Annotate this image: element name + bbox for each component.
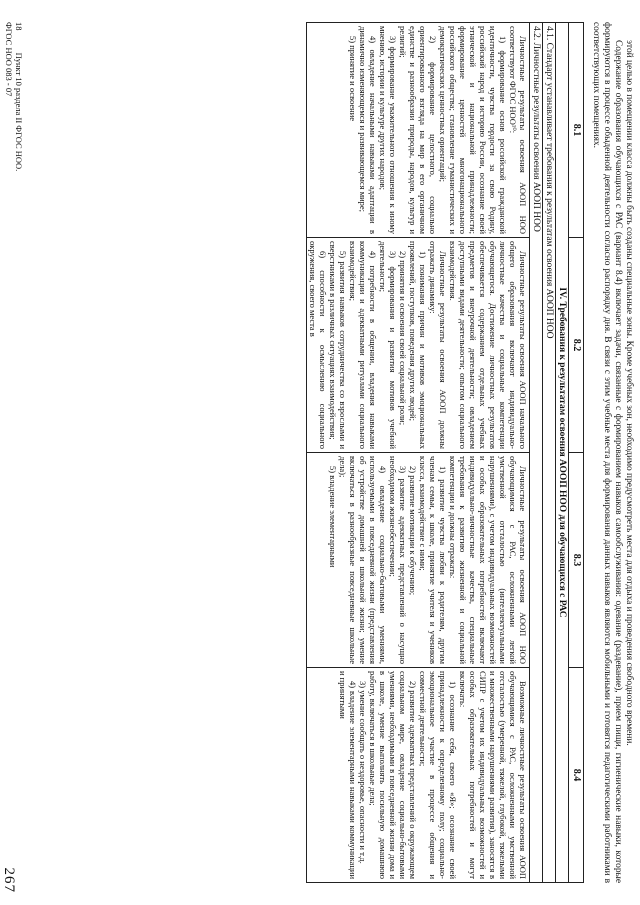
intro-paragraph-2: Содержание образования обучающихся с РАС (вариант 8.4) включает задачи, связанные с формированием навыков самообслуживания: одевание (раздевание), прием пищи, гигиенические навыки, которые формируются в процессе обыденной деятельности согласно распорядку дня. В связи с этим учебные места для формирования данных навыков являются мобильными и готовятся педагогическими работниками в соответствующих помещениях. [591, 22, 623, 883]
cell-8-2-text: 3) формирования и развития мотивов учебной деятельности; [378, 241, 398, 449]
cell-8-3-text: Личностные результаты освоения АООП НОО обучающимися с РАС, осложненными легкой умственной отсталостью (интеллектуальными нарушениями), с учетом индивидуальных возможностей и особых образовательных потребностей включают индивидуально-личностные качества, специальные требования к развитию жизненной и социальной компетенции и должны отражать: [448, 456, 528, 664]
cell-8-2 [307, 238, 530, 453]
cell-8-3-text: 2) развитие мотивации к обучению; [408, 466, 418, 596]
requirements-table [306, 22, 584, 883]
cell-8-4-text: 2) развитие адекватных представлений о окружающем социальном мире, овладение социально-бытовыми умениями, необходимыми в повседневной жизни дома и в школе, умение выполнять посильную домашнюю работу, включаться в школьные дела; [368, 671, 418, 879]
cell-8-4-text: 4) владение элементарными навыками коммуникации и принятыми [338, 671, 358, 879]
cell-8-4-text: 1) осознание себя, своего «Я»; осознание своей принадлежности к определенному полу; социально-эмоциональное участие в процессе общения и совместной деятельности; [418, 671, 458, 879]
table-row [307, 23, 530, 883]
cell-8-2-text: 4) потребности в общении, владения навыками коммуникации и адекватными ритуалами социального взаимодействия; [348, 241, 378, 449]
cell-8-1-text: Личностные результаты освоения АООП НОО соответствуют ФГОС НОО¹⁰: [508, 26, 528, 234]
cell-8-3-text: 1) развитие чувства любви к родителям, другим членам семьи, к школе, принятие учителя и учеников класса, взаимодействие с ними; [418, 456, 448, 664]
cell-8-3 [307, 453, 530, 668]
cell-8-2-text: 1) понимания причин и мотивов эмоциональных проявлений, поступков, поведения других людей; [408, 241, 428, 449]
footer-page-number: 18 [14, 22, 24, 31]
document-code: ФГОС НОО 083 - 07 [4, 22, 14, 97]
column-header-8-2: 8.2 [569, 238, 584, 453]
cell-8-2-text: Личностные результаты освоения АООП должны отражать динамику: [428, 241, 448, 449]
page-number: 267 [1, 867, 17, 893]
cell-8-3-text: 3) развитие адекватных представлений о насущно необходимом жизнеобеспечении; [388, 456, 408, 664]
intro-text [590, 22, 634, 883]
intro-paragraph-1: этой целью в помещении класса должны быть созданы специальные зоны. Кроме учебных зон, необходимо предусмотреть места для отдыха и проведения свободного времени. [624, 40, 634, 746]
table-title: IV. Требования к результатам освоения АООП НОО для обучающихся с РАС [556, 23, 569, 883]
footnote-text: Пункт 10 раздела II ФГОС НОО. [14, 52, 24, 172]
cell-8-1-text: 4) овладение начальными навыками адаптации в динамично изменяющемся и развивающемся мире; [358, 26, 378, 234]
section-row-4-1 [543, 23, 556, 883]
cell-8-4-text: 3) умение сообщать о нездоровье, опасности и т.д. [358, 681, 368, 864]
cell-8-2-text: 2) принятия и освоения своей социальной роли; [398, 251, 408, 426]
cell-8-1-text: 5) принятие и освоение [348, 36, 358, 122]
section-4-2-heading: 4.2. Личностные результаты освоения АООП НОО [530, 23, 543, 883]
cell-8-1 [307, 23, 530, 238]
cell-8-4 [307, 668, 530, 883]
table-title-row [556, 23, 569, 883]
table-header-row [569, 23, 584, 883]
column-header-8-3: 8.3 [569, 453, 584, 668]
cell-8-2-text: 5) развития навыков сотрудничества со взрослыми и сверстниками в различных ситуациях взаимодействия; [328, 241, 348, 449]
cell-8-1-text: 3) формирование уважительного отношения к иному мнению, истории и культуре других народов; [378, 26, 398, 234]
section-4-1-heading: 4.1. Стандарт устанавливает требования к результатам освоения АООП НОО [543, 23, 556, 883]
page-footer [4, 22, 24, 171]
column-header-8-4: 8.4 [569, 668, 584, 883]
cell-8-2-text: Личностные результаты освоения АООП начального общего образования включают индивидуально-личностные качества и социальные компетенции обучающегося. Достижение личностных результатов обеспечивается содержанием отдельных учебных предметов и внеурочной деятельности; овладением доступными видами деятельности; опытом социального взаимодействия. [448, 241, 528, 449]
cell-8-3-text: 5) владение элементарными [328, 466, 338, 568]
cell-8-4-text: Возможные личностные результаты освоения АООП обучающимися с РАС, осложненными умственной отсталостью (умеренной, тяжелой, глубокой, тяжелыми и множественными нарушениями развития), заносятся в СИПР с учетом их индивидуальных возможностей и особых образовательных потребностей и могут включать: [458, 671, 528, 879]
cell-8-2-text: 6) способности к осмыслению социального окружения, своего места в [308, 241, 328, 449]
cell-8-1-text: 2) формирование целостного, социально ориентированного взгляда на мир в его органичном единстве и разнообразии природы, народов, культур и религий; [398, 26, 438, 234]
cell-8-1-text: 1) формирование основ российской гражданской идентичности, чувства гордости за свою Родину, российский народ и историю России, осознание своей этнической и национальной принадлежности; формирование ценностей многонационального российского общества; становление гуманистических и демократических ценностных ориентаций; [438, 26, 508, 234]
cell-8-3-text: 4) овладение социально-бытовыми умениями, используемыми в повседневной жизни (представления об устройстве домашней и школьной жизни; умение включаться в разнообразные повседневные школьные дела); [338, 456, 388, 664]
section-row-4-2 [530, 23, 543, 883]
column-header-8-1: 8.1 [569, 23, 584, 238]
